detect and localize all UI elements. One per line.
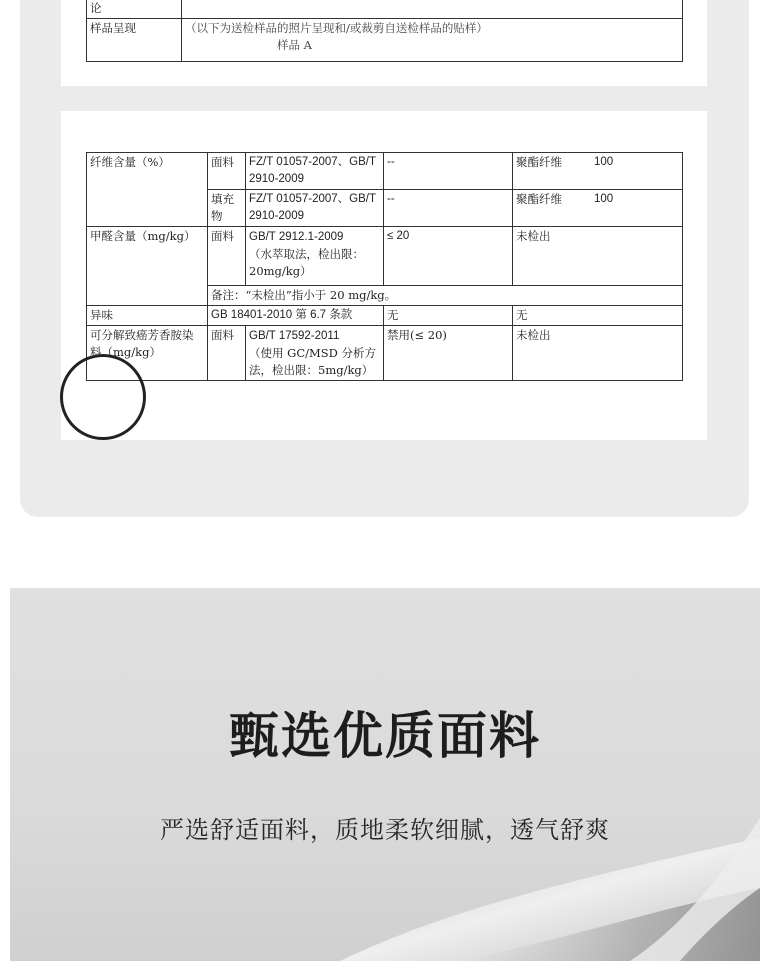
formaldehyde-item: 甲醛含量（mg/kg） <box>87 227 208 306</box>
sample-cell <box>182 19 683 62</box>
azo-part: 面料 <box>208 326 246 381</box>
azo-method-note: （使用 GC/MSD 分析方法，检出限：5mg/kg） <box>249 346 377 377</box>
sample-table <box>86 0 683 62</box>
conclusion-value <box>182 0 683 19</box>
azo-req: 禁用(≤ 20) <box>384 326 513 381</box>
formaldehyde-req: ≤ 20 <box>384 227 513 286</box>
filling-fiber-value: 100 <box>594 193 614 205</box>
odor-result: 无 <box>513 306 683 326</box>
formaldehyde-method <box>246 227 384 286</box>
fiber-method: FZ/T 01057-2007、GB/T 2910-2009 <box>246 153 384 190</box>
filling-part: 填充物 <box>208 190 246 227</box>
formaldehyde-part: 面料 <box>208 227 246 286</box>
fiber-part: 面料 <box>208 153 246 190</box>
azo-result: 未检出 <box>513 326 683 381</box>
hero-title: 甄选优质面料 <box>229 707 541 765</box>
formaldehyde-method-std: GB/T 2912.1-2009 <box>249 231 344 243</box>
circle-badge-icon <box>60 354 146 440</box>
conclusion-label: 论 <box>87 0 182 19</box>
azo-item: 可分解致癌芳香胺染料（mg/kg） <box>87 326 208 381</box>
azo-method <box>246 326 384 381</box>
fiber-name: 聚酯纤维 <box>516 155 562 169</box>
fabric-texture-image <box>10 588 760 961</box>
filling-result <box>513 190 683 227</box>
formaldehyde-result: 未检出 <box>513 227 683 286</box>
fabric-hero-banner <box>10 588 760 961</box>
filling-req: -- <box>384 190 513 227</box>
table-row <box>87 227 683 286</box>
filling-fiber-name: 聚酯纤维 <box>516 192 562 206</box>
sample-label: 样品呈现 <box>87 19 182 62</box>
formaldehyde-method-note: （水萃取法，检出限：20mg/kg） <box>249 247 364 278</box>
fiber-value: 100 <box>594 156 614 168</box>
odor-req: 无 <box>384 306 513 326</box>
azo-method-std: GB/T 17592-2011 <box>249 330 340 342</box>
odor-method: GB 18401-2010 第 6.7 条款 <box>208 306 384 326</box>
fiber-req: -- <box>384 153 513 190</box>
odor-item: 异味 <box>87 306 208 326</box>
fiber-result <box>513 153 683 190</box>
formaldehyde-remark: 备注：“未检出”指小于 20 mg/kg。 <box>208 286 683 306</box>
test-results-table <box>86 152 683 381</box>
table-row <box>87 153 683 190</box>
table-row <box>87 326 683 381</box>
filling-method: FZ/T 01057-2007、GB/T 2910-2009 <box>246 190 384 227</box>
sample-name: 样品 A <box>277 38 312 52</box>
sample-note: （以下为送检样品的照片呈现和/或裁剪自送检样品的贴样） <box>185 21 488 35</box>
table-row <box>87 306 683 326</box>
hero-subtitle: 严选舒适面料，质地柔软细腻，透气舒爽 <box>160 816 610 844</box>
fiber-item: 纤维含量（%） <box>87 153 208 227</box>
